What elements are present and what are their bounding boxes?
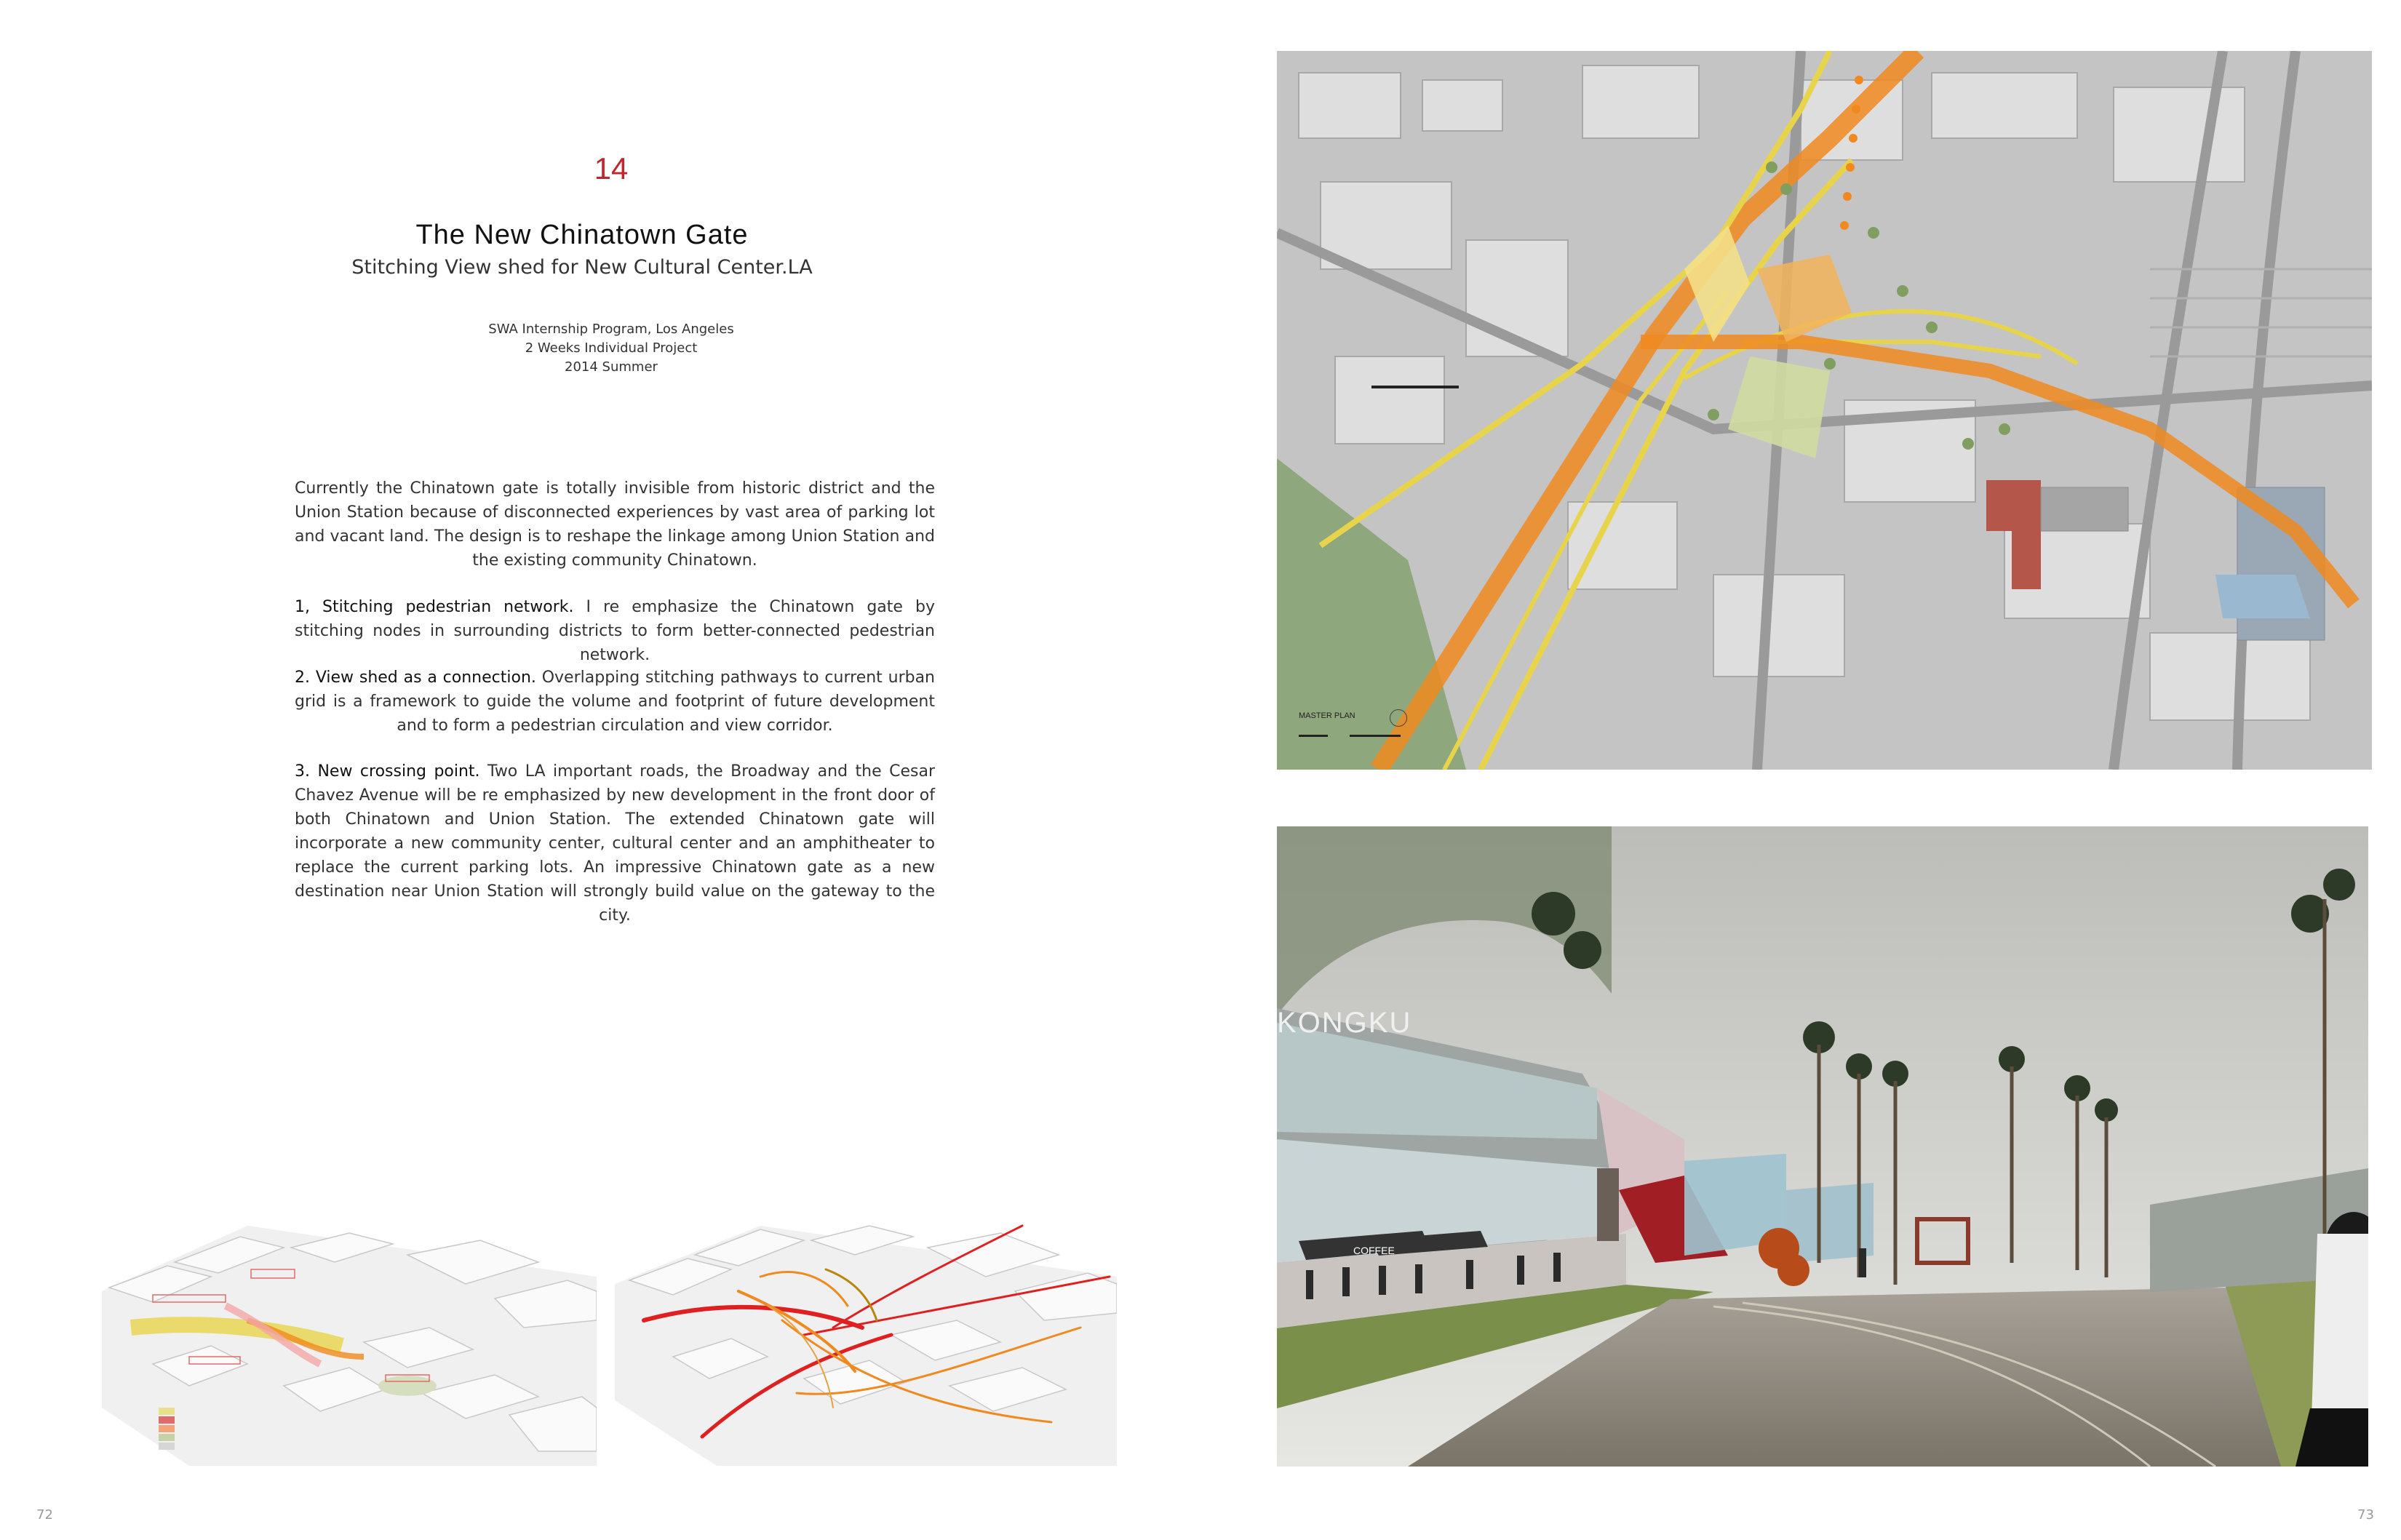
meta-duration: 2 Weeks Individual Project xyxy=(525,340,698,356)
point-2-heading: 2. View shed as a connection. xyxy=(295,669,536,687)
intro-paragraph: Currently the Chinatown gate is totally invisible from historic district and the Union Station because of disconnected experiences by vast area of parking lot and vacant land. The design is to reshape the linkage among Union Station and the existing community Chinatown. xyxy=(295,479,935,570)
page-number-right: 73 xyxy=(2357,1507,2374,1523)
point-1 xyxy=(295,595,935,667)
scale-bar-secondary xyxy=(1350,735,1401,737)
meta-season: 2014 Summer xyxy=(565,359,658,375)
project-subtitle: Stitching View shed for New Cultural Center.LA xyxy=(351,256,813,279)
master-plan-label: MASTER PLAN xyxy=(1299,711,1355,720)
scale-bar xyxy=(1299,735,1328,737)
north-arrow-icon xyxy=(1390,709,1407,727)
axonometric-diagram-pathways xyxy=(615,1218,1117,1466)
point-2-text: Overlapping stitching pathways to current urban grid is a framework to guide the volume and footprint of future development and to form a pedestrian circulation and view corridor. xyxy=(295,669,936,735)
cafe-sign: COFFEE xyxy=(1353,1245,1395,1256)
point-2 xyxy=(295,666,935,738)
point-3-text: Two LA important roads, the Broadway and the Cesar Chavez Avenue will be re emphasized by new development in the front door of both Chinatown and Union Station. The extended Chinatown gate will incorporate a new community center, cultural center and an amphitheater to replace the current parking lots. An impressive Chinatown gate as a new destination near Union Station will strongly build value on the gateway to the city. xyxy=(295,762,935,925)
point-1-heading: 1, Stitching pedestrian network. xyxy=(295,598,574,616)
page-number-left: 72 xyxy=(36,1507,53,1523)
point-3-heading: 3. New crossing point. xyxy=(295,762,480,781)
point-1-text: I re emphasize the Chinatown gate by stitching nodes in surrounding districts to form better-connected pedestrian network. xyxy=(295,598,935,664)
meta-program: SWA Internship Program, Los Angeles xyxy=(488,322,734,337)
master-plan-aerial xyxy=(1277,51,2372,770)
perspective-rendering xyxy=(1277,826,2368,1467)
project-title: The New Chinatown Gate xyxy=(415,220,749,250)
point-3 xyxy=(295,759,935,927)
project-number: 14 xyxy=(594,151,629,185)
axonometric-diagram-zoning xyxy=(102,1218,597,1466)
store-sign: KONGKU xyxy=(1277,1007,1412,1039)
